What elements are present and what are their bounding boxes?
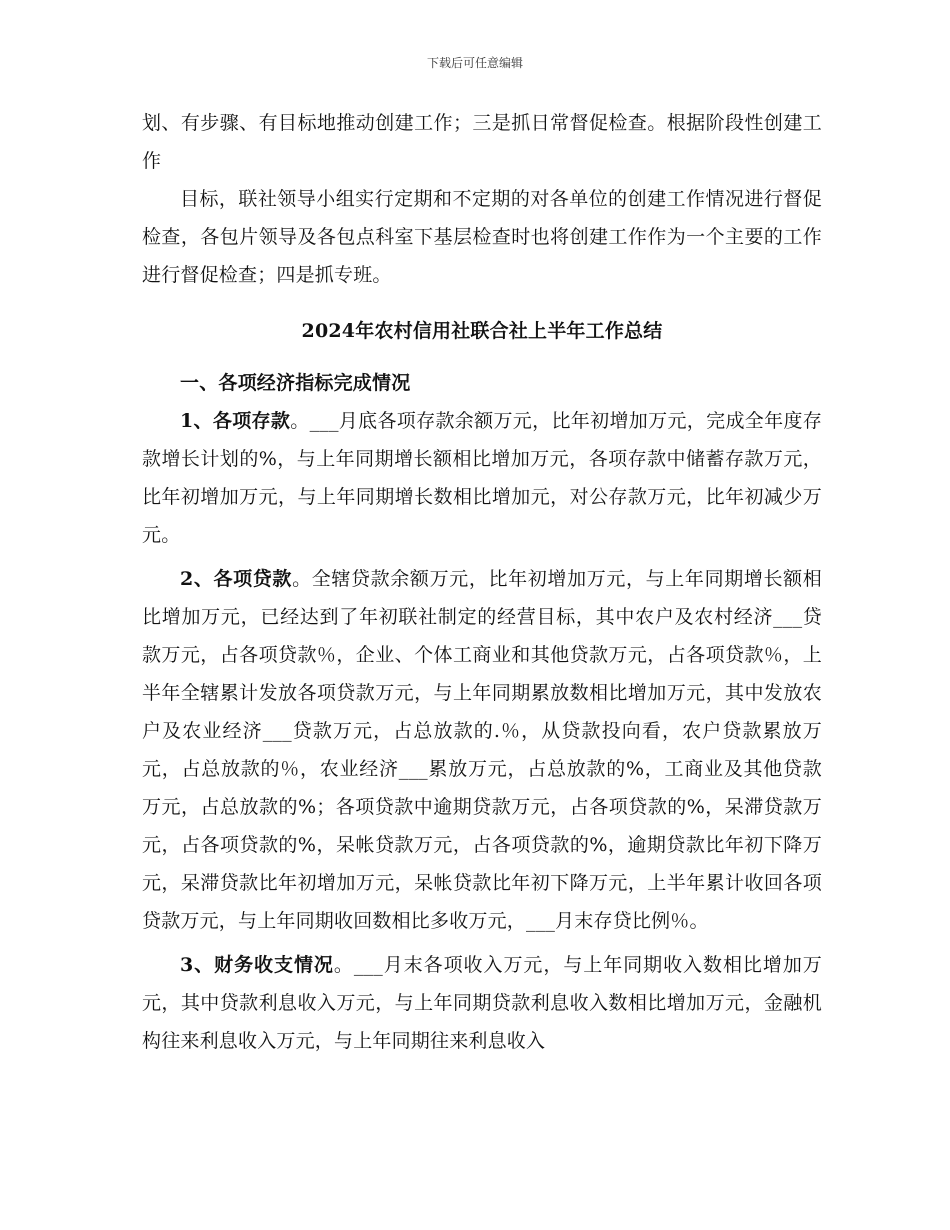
item-deposits bbox=[142, 402, 822, 554]
item-loans bbox=[142, 560, 822, 940]
document-body bbox=[142, 104, 822, 1060]
item-loans-label: 2、各项贷款 bbox=[180, 568, 293, 590]
item-deposits-text: 。___月底各项存款余额万元，比年初增加万元，完成全年度存款增长计划的%，与上年同期增长额相比增加万元，各项存款中储蓄存款万元，比年初增加万元，与上年同期增长数相比增加元，对公存款万元，比年初减少万元。 bbox=[142, 410, 823, 546]
item-loans-text: 。全辖贷款余额万元，比年初增加万元，与上年同期增长额相比增加万元，已经达到了年初联社制定的经营目标，其中农户及农村经济___贷款万元，占各项贷款％，企业、个体工商业和其他贷款万元，占各项贷款％，上半年全辖累计发放各项贷款万元，与上年同期累放数相比增加万元，其中发放农户及农业经济___贷款万元，占总放款的.％，从贷款投向看，农户贷款累放万元，占总放款的％，农业经济___累放万元，占总放款的%，工商业及其他贷款万元，占总放款的%；各项贷款中逾期贷款万元，占各项贷款的%，呆滞贷款万元，占各项贷款的%，呆帐贷款万元，占各项贷款的%，逾期贷款比年初下降万元，呆滞贷款比年初增加万元，呆帐贷款比年初下降万元，上半年累计收回各项贷款万元，与上年同期收回数相比多收万元，___月末存贷比例％。 bbox=[142, 568, 822, 932]
item-finance-text: 。___月末各项收入万元，与上年同期收入数相比增加万元，其中贷款利息收入万元，与上年同期贷款利息收入数相比增加万元，金融机构往来利息收入万元，与上年同期往来利息收入 bbox=[142, 954, 823, 1052]
item-finance bbox=[142, 946, 822, 1060]
intro-paragraph-1: 划、有步骤、有目标地推动创建工作；三是抓日常督促检查。根据阶段性创建工作 bbox=[142, 112, 822, 172]
page-header-note: 下载后可任意编辑 bbox=[426, 56, 523, 70]
section-heading: 一、各项经济指标完成情况 bbox=[180, 372, 411, 394]
item-deposits-label: 1、各项存款 bbox=[180, 410, 291, 432]
intro-paragraph-2: 目标，联社领导小组实行定期和不定期的对各单位的创建工作情况进行督促检查，各包片领导及各包点科室下基层检查时也将创建工作作为一个主要的工作进行督促检查；四是抓专班。 bbox=[142, 188, 822, 286]
item-finance-label: 3、财务收支情况 bbox=[180, 954, 334, 976]
document-title: 2024年农村信用社联合社上半年工作总结 bbox=[301, 320, 663, 342]
